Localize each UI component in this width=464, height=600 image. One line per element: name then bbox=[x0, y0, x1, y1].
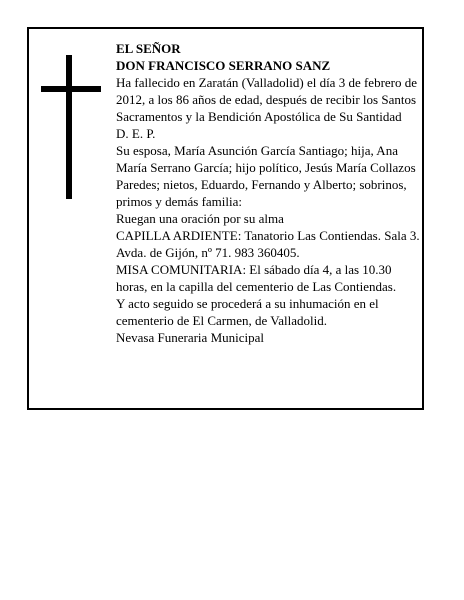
cross-icon bbox=[41, 55, 101, 199]
burial-info: Y acto seguido se procederá a su inhumación en el cementerio de El Carmen, de Valladolid. bbox=[116, 296, 379, 328]
rip-line: D. E. P. bbox=[116, 126, 156, 141]
cross-horizontal-bar bbox=[41, 86, 101, 92]
funeral-home: Nevasa Funeraria Municipal bbox=[116, 330, 265, 345]
prayer-request: Ruegan una oración por su alma bbox=[116, 211, 284, 226]
chapel-info: CAPILLA ARDIENTE: Tanatorio Las Contiendas. Sala 3. Avda. de Gijón, nº 71. 983 360405. bbox=[116, 228, 420, 260]
cross-vertical-bar bbox=[66, 55, 72, 199]
obituary-text bbox=[116, 40, 420, 346]
deceased-name: DON FRANCISCO SERRANO SANZ bbox=[116, 58, 331, 73]
deceased-title: EL SEÑOR bbox=[116, 41, 181, 56]
family-list: Su esposa, María Asunción García Santiago; hija, Ana María Serrano García; hijo político, Jesús María Collazos Paredes; nietos, Eduardo, Fernando y Alberto; sobrinos, primos y demás familia: bbox=[116, 143, 416, 209]
obituary-notice bbox=[27, 27, 424, 410]
death-announcement: Ha fallecido en Zaratán (Valladolid) el día 3 de febrero de 2012, a los 86 años de edad, después de recibir los Santos Sacramentos y la Bendición Apostólica de Su Santidad bbox=[116, 75, 418, 124]
mass-info: MISA COMUNITARIA: El sábado día 4, a las 10.30 horas, en la capilla del cementerio de Las Contiendas. bbox=[116, 262, 397, 294]
